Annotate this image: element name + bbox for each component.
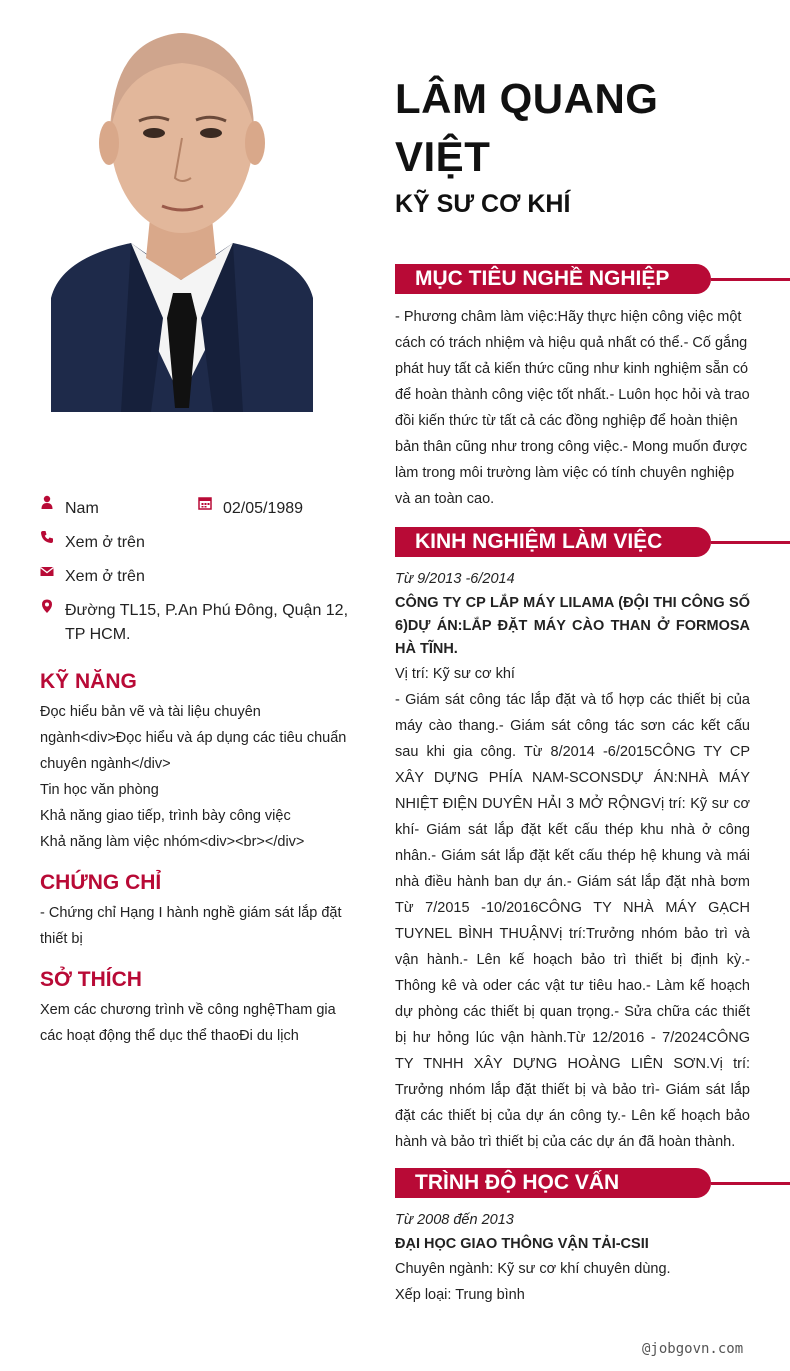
certificates-text: - Chứng chỉ Hạng I hành nghề giám sát lắp đặt thiết bị xyxy=(40,905,342,947)
birthdate-value: 02/05/1989 xyxy=(223,500,304,517)
objective-text: - Phương châm làm việc:Hãy thực hiện công việc một cách có trách nhiệm và hiệu quả nhất có thể.- Cố gắng phát huy tất cả kiến thức cũng như kinh nghiệm sẵn có để hoàn thành công việc tốt nhất.- Luôn học hỏi và trao đồi kiến thức từ tất cả các đồng nghiệp để hoàn thiện bản thân cũng như trong công việc.- Mong muốn được làm trong môi trường làm việc có tính chuyên nghiệp và an toàn cao. xyxy=(395,309,750,507)
skill-item: Khả năng làm việc nhóm<div><br></div> xyxy=(40,834,305,850)
education-school: ĐẠI HỌC GIAO THÔNG VẬN TẢI-CSII xyxy=(395,1236,649,1252)
personal-info xyxy=(40,494,360,656)
name-line-2: VIỆT xyxy=(395,133,491,180)
education-entry xyxy=(395,1207,750,1308)
calendar-icon xyxy=(198,496,212,510)
location-icon xyxy=(40,598,54,614)
education-title: TRÌNH ĐỘ HỌC VẤN xyxy=(415,1171,620,1194)
email-value: Xem ở trên xyxy=(65,568,145,585)
address-value: Đường TL15, P.An Phú Đông, Quận 12, TP HCM. xyxy=(65,602,349,643)
skills-list xyxy=(40,699,358,855)
phone-icon xyxy=(40,530,54,544)
profile-photo xyxy=(51,18,313,412)
hobbies-text: Xem các chương trình về công nghệTham gia các hoạt động thể dục thể thaoĐi du lịch xyxy=(40,1002,336,1044)
certificates-title: CHỨNG CHỈ xyxy=(40,871,162,894)
experience-period: Từ 9/2013 -6/2014 xyxy=(395,571,515,587)
email-row xyxy=(40,562,360,596)
objective-title: MỤC TIÊU NGHỀ NGHIỆP xyxy=(415,267,670,290)
objective-header xyxy=(395,264,790,294)
header-line xyxy=(711,278,790,281)
phone-row xyxy=(40,528,360,562)
address-row xyxy=(40,596,360,656)
skill-item: Đọc hiểu bản vẽ và tài liệu chuyên ngành<div>Đọc hiểu và áp dụng các tiêu chuẩn chuyên ngành</div> xyxy=(40,704,347,772)
education-rank: Xếp loại: Trung bình xyxy=(395,1287,525,1303)
name-line-1: LÂM QUANG xyxy=(395,75,659,122)
experience-title: KINH NGHIỆM LÀM VIỆC xyxy=(415,530,663,553)
footer-watermark: @jobgovn.com xyxy=(642,1341,744,1357)
hobbies-title: SỞ THÍCH xyxy=(40,968,142,991)
education-major: Chuyên ngành: Kỹ sư cơ khí chuyên dùng. xyxy=(395,1261,671,1277)
phone-value: Xem ở trên xyxy=(65,534,145,551)
email-icon xyxy=(40,564,54,578)
education-header xyxy=(395,1168,790,1198)
header-line xyxy=(711,541,790,544)
gender-value: Nam xyxy=(65,500,99,517)
experience-header xyxy=(395,527,790,557)
skills-title: KỸ NĂNG xyxy=(40,670,137,693)
candidate-name xyxy=(395,70,658,186)
skill-item: Khả năng giao tiếp, trình bày công việc xyxy=(40,808,291,824)
gender-row xyxy=(40,494,360,528)
experience-position: Vị trí: Kỹ sư cơ khí xyxy=(395,666,515,682)
person-icon xyxy=(40,495,54,509)
experience-entry xyxy=(395,566,750,1155)
education-period: Từ 2008 đến 2013 xyxy=(395,1212,514,1228)
experience-company: CÔNG TY CP LẮP MÁY LILAMA (ĐỘI THI CÔNG SỐ 6)DỰ ÁN:LẮP ĐẶT MÁY CÀO THAN Ở FORMOSA HÀ TĨNH. xyxy=(395,595,750,657)
skill-item: Tin học văn phòng xyxy=(40,782,159,798)
job-title: KỸ SƯ CƠ KHÍ xyxy=(395,190,571,218)
header-line xyxy=(711,1182,790,1185)
experience-description: - Giám sát công tác lắp đặt và tổ hợp các thiết bị của máy cào thang.- Giám sát công tác sơn các kết cấu sau khi gia công. Từ 8/2014 -6/2015CÔNG TY CP XÂY DỰNG PHÍA NAM-SCONSDỰ ÁN:NHÀ MÁY NHIỆT ĐIỆN DUYÊN HẢI 3 MỞ RỘNGVị trí: Kỹ sư cơ khí- Giám sát lắp đặt kết cấu thép khu nhà ở công nhân.- Giám sát lắp đặt kết cấu thép hệ khung và mái nhà điều hành ban dự án.- Giám sát lắp đặt nhà bơm Từ 7/2015 -10/2016CÔNG TY NHÀ MÁY GẠCH TUYNEL BÌNH THUẬNVị trí:Trưởng nhóm bảo trì và vận hành.- Lên kế hoạch bảo trì thiết bị định kỳ.- Thông kê và oder các vật tư tiêu hao.- Làm kế hoạch dự phòng các thiết bị quan trọng.- Sửa chữa các thiết bị hư hỏng lúc vận hành.Từ 12/2016 - 7/2024CÔNG TY TNHH XÂY DỰNG HOÀNG LIÊN SƠN.Vị trí: Trưởng nhóm lắp đặt thiết bị và bảo trì- Giám sát lắp đặt các thiết bị của dự án công ty.- Lên kế hoạch bảo hành và bảo trì thiết bị của các dự án đã hoàn thành. xyxy=(395,692,750,1150)
